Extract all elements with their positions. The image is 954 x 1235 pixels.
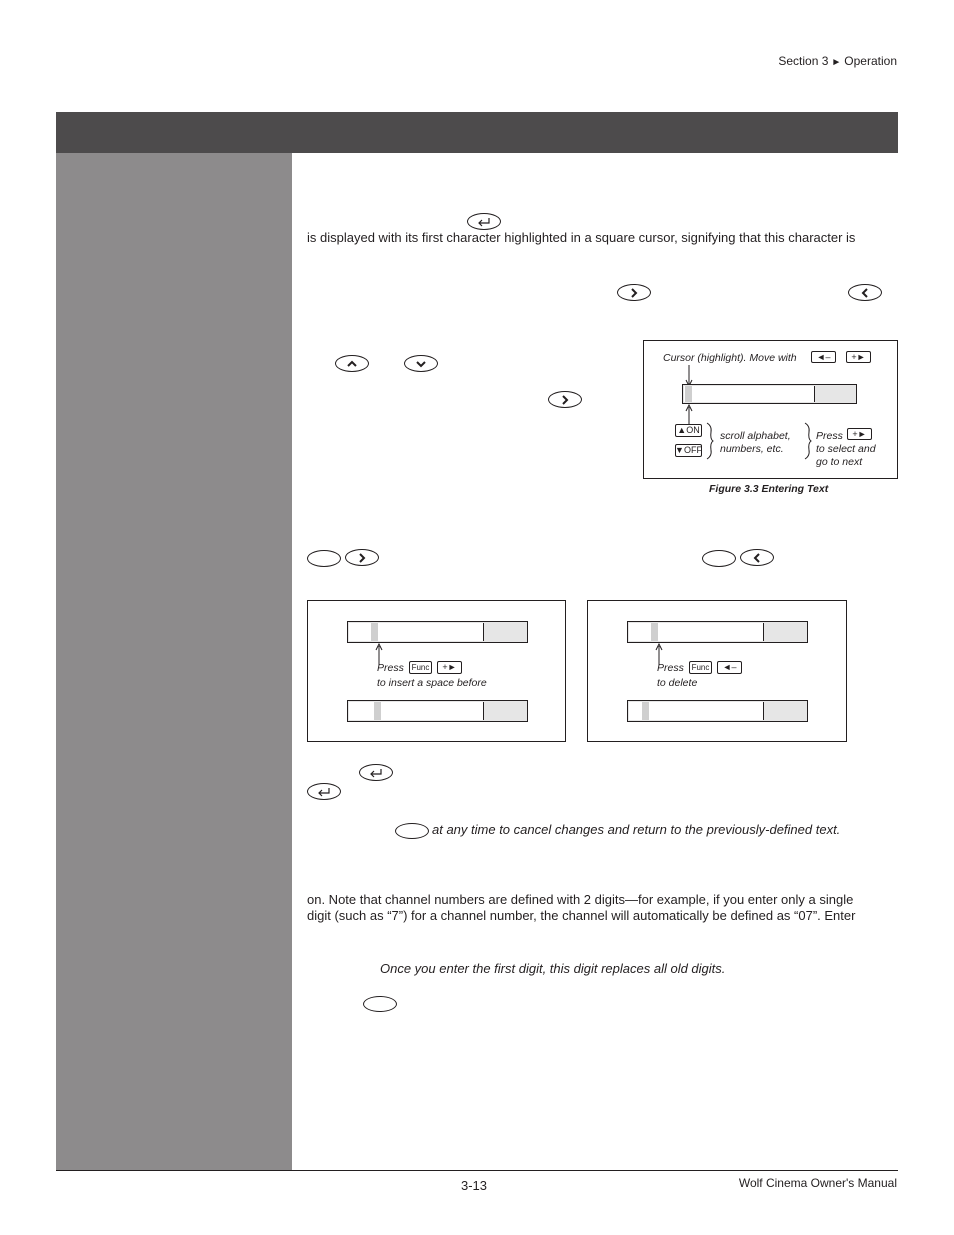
select-label: to select and [816, 443, 876, 455]
right-arrow-button-icon [345, 549, 379, 566]
figure-entering-text [643, 340, 898, 479]
func-button-icon [702, 550, 736, 567]
chapter-label: Operation [844, 54, 897, 68]
digit-note: Once you enter the first digit, this digit replaces all old digits. [380, 961, 726, 976]
exit-button-icon [363, 996, 397, 1012]
insert-desc: to insert a space before [377, 677, 487, 689]
text-field [682, 384, 857, 404]
left-key-icon: ◄– [811, 351, 836, 363]
right-key-icon: +► [437, 661, 462, 674]
paragraph-line: on. Note that channel numbers are defined with 2 digits—for example, if you enter only a single [307, 892, 854, 907]
paragraph-line: digit (such as “7”) for a channel number, the channel will automatically be defined as “07”. Enter [307, 908, 856, 923]
up-on-key-icon: ▲ON [675, 424, 702, 437]
header-bar [56, 112, 898, 153]
manual-title: Wolf Cinema Owner's Manual [738, 1176, 897, 1190]
sidebar [56, 153, 292, 1170]
left-arrow-button-icon [848, 284, 882, 301]
func-key-icon: Func [409, 661, 432, 674]
section-header [778, 54, 897, 68]
enter-button-icon [307, 783, 341, 800]
cancel-note: at any time to cancel changes and return to the previously-defined text. [432, 822, 841, 837]
text-field [347, 700, 528, 722]
section-label: Section 3 [778, 54, 829, 68]
select-label: go to next [816, 456, 863, 468]
down-arrow-button-icon [404, 355, 438, 372]
cursor-label: Cursor (highlight). Move with [663, 352, 797, 364]
paragraph-line: is displayed with its first character highlighted in a square cursor, signifying that this character is [307, 230, 856, 245]
right-arrow-button-icon [548, 391, 582, 408]
figure-insert-space [307, 600, 566, 742]
enter-button-icon [467, 213, 501, 230]
press-label: Press [377, 662, 404, 674]
scroll-label: scroll alphabet, [720, 430, 791, 442]
scroll-label: numbers, etc. [720, 443, 784, 455]
text-field [627, 700, 808, 722]
func-key-icon: Func [689, 661, 712, 674]
footer-rule [56, 1170, 898, 1171]
right-key-icon: +► [847, 428, 872, 440]
brace-icon [706, 422, 714, 460]
down-off-key-icon: ▼OFF [675, 445, 702, 455]
figure-delete [587, 600, 847, 742]
section-arrow-icon: ► [831, 57, 842, 68]
delete-desc: to delete [657, 677, 698, 689]
left-key-icon: ◄– [717, 661, 742, 674]
text-field [627, 621, 808, 643]
pointer-arrow-icon [684, 404, 694, 426]
page-number: 3-13 [461, 1178, 488, 1193]
figure-caption: Figure 3.3 Entering Text [709, 483, 829, 495]
brace-icon [804, 422, 812, 460]
press-label: Press [816, 430, 843, 442]
up-arrow-button-icon [335, 355, 369, 372]
right-key-icon: +► [846, 351, 871, 363]
left-arrow-button-icon [740, 549, 774, 566]
exit-button-icon [395, 823, 429, 839]
func-button-icon [307, 550, 341, 567]
text-field [347, 621, 528, 643]
press-label: Press [657, 662, 684, 674]
right-arrow-button-icon [617, 284, 651, 301]
enter-button-icon [359, 764, 393, 781]
